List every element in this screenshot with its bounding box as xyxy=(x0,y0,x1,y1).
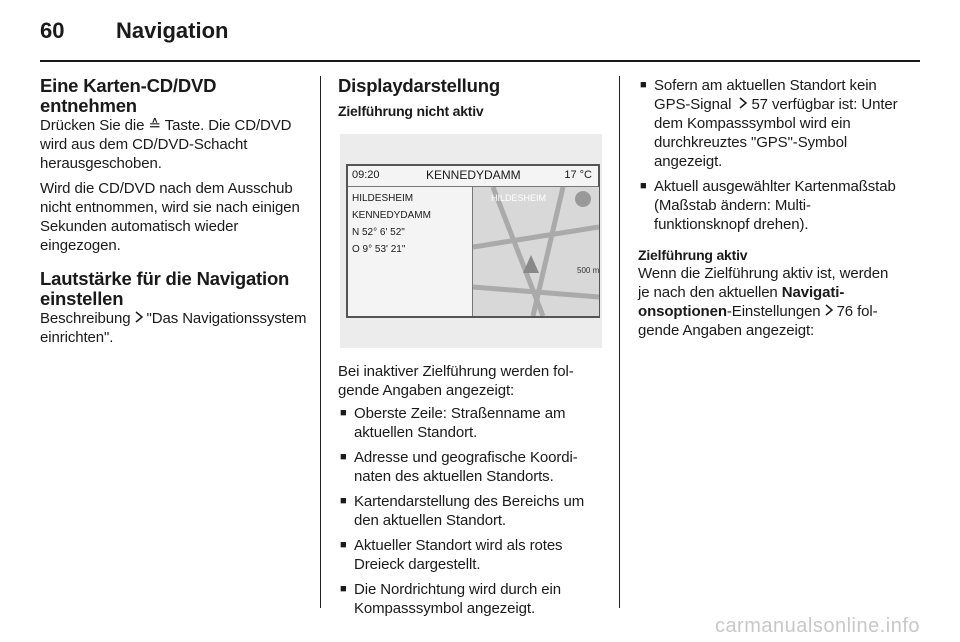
bullet-icon: ■ xyxy=(340,495,347,507)
eject-icon: ≙ xyxy=(148,117,161,134)
compass-icon xyxy=(575,191,591,207)
page-number: 60 xyxy=(40,18,65,43)
column-divider xyxy=(619,76,620,608)
screen-address-panel xyxy=(352,190,472,258)
bullet-list xyxy=(338,404,608,618)
bullet-icon: ■ xyxy=(640,180,647,192)
column-divider xyxy=(320,76,321,608)
bullet-list xyxy=(638,76,900,234)
bullet-icon: ■ xyxy=(340,451,347,463)
list-item: ■ Aktuell ausgewählter Kartenmaßstab (Maßstab ändern: Multifunktionsknopf drehen). xyxy=(640,178,896,233)
header-rule xyxy=(40,60,920,62)
paragraph: Beschreibung "Das Navigationssystem einrichten". xyxy=(40,310,307,346)
screen-map-city: HILDESHEIM xyxy=(491,193,547,203)
cross-reference-icon xyxy=(824,302,834,321)
screen-map xyxy=(472,187,599,316)
screen-longitude: O 9° 53' 21" xyxy=(352,244,406,255)
column-2 xyxy=(338,76,608,624)
list-item: ■ Sofern am aktuellen Standort kein GPS-Signal 57 verfügbar ist: Unter dem Kompasssymbol wird ein durchkreuztes "GPS"-Symbol angezeigt. xyxy=(640,77,898,170)
screen-top-bar xyxy=(348,166,598,187)
subheading-guidance-active: Zielführung aktiv xyxy=(638,247,748,263)
screen-time: 09:20 xyxy=(352,169,380,181)
cross-reference-icon xyxy=(134,309,144,328)
list-item: ■ Oberste Zeile: Straßenname am aktuellen Standort. xyxy=(340,405,566,441)
section-heading-eject: Eine Karten-CD/DVD entnehmen xyxy=(40,75,217,116)
bullet-icon: ■ xyxy=(340,583,347,595)
navigation-screen xyxy=(346,164,600,318)
section-heading-volume: Lautstärke für die Navigation einstellen xyxy=(40,268,290,309)
navigation-screen-figure xyxy=(340,134,602,348)
column-1 xyxy=(40,76,308,347)
screen-street: KENNEDYDAMM xyxy=(352,210,431,221)
subheading-guidance-inactive: Zielführung nicht aktiv xyxy=(338,103,484,119)
column-3 xyxy=(638,76,900,340)
screen-city: HILDESHEIM xyxy=(352,193,414,204)
section-heading-display: Displaydarstellung xyxy=(338,75,500,96)
paragraph: Drücken Sie die ≙ Taste. Die CD/DVD wird aus dem CD/DVD-Schacht herausgeschoben. xyxy=(40,117,292,172)
paragraph: Wird die CD/DVD nach dem Ausschub nicht entnommen, wird sie nach einigen Sekunden automatisch wieder eingezogen. xyxy=(40,180,300,254)
screen-temperature: 17 °C xyxy=(564,169,592,181)
screen-street-name: KENNEDYDAMM xyxy=(426,168,521,182)
bullet-icon: ■ xyxy=(640,79,647,91)
list-item: ■ Die Nordrichtung wird durch ein Kompasssymbol angezeigt. xyxy=(340,581,561,617)
list-item: ■ Adresse und geografische Koordinaten des aktuellen Standorts. xyxy=(340,449,578,485)
screen-latitude: N 52° 6' 52" xyxy=(352,227,405,238)
paragraph: Bei inaktiver Zielführung werden folgende Angaben angezeigt: xyxy=(338,363,574,399)
bullet-icon: ■ xyxy=(340,407,347,419)
list-item: ■ Kartendarstellung des Bereichs um den aktuellen Standort. xyxy=(340,493,585,529)
watermark: carmanualsonline.info xyxy=(714,615,920,637)
paragraph: Wenn die Zielführung aktiv ist, werden je nach den aktuellen Navigationsoptionen-Einstellungen 76 folgende Angaben angezeigt: xyxy=(638,265,889,339)
chapter-title: Navigation xyxy=(116,18,229,43)
cross-reference-icon xyxy=(738,95,748,114)
list-item: ■ Aktueller Standort wird als rotes Dreieck dargestellt. xyxy=(340,537,563,573)
bullet-icon: ■ xyxy=(340,539,347,551)
screen-map-scale: 500 m xyxy=(577,266,599,275)
page-header xyxy=(40,18,228,48)
